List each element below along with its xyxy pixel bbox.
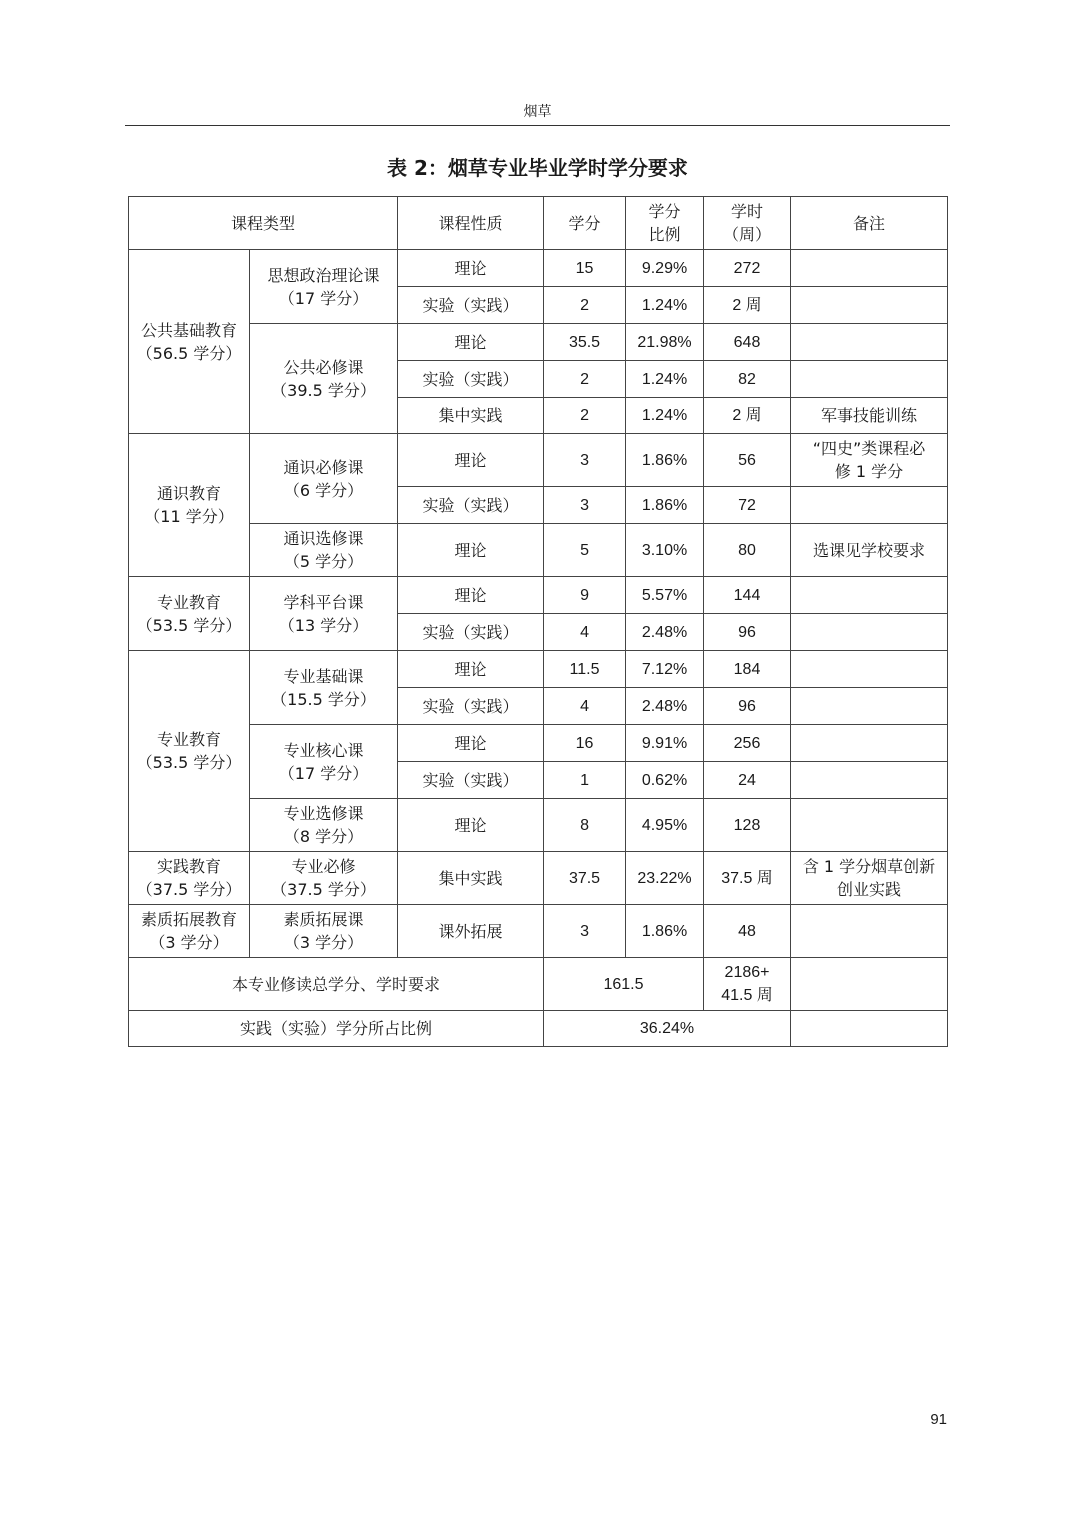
remark [791,762,948,799]
remark [791,287,948,324]
hours-value: 24 [704,762,791,799]
credits-value: 11.5 [544,651,626,688]
ratio-value: 4.95% [626,799,704,852]
hours-value: 2 周 [704,398,791,434]
table-title: 表 2：烟草专业毕业学时学分要求 [387,156,688,180]
credits-value: 3 [544,905,626,958]
subgroup-quality-extension: 素质拓展课 （3 学分） [250,905,398,958]
remark [791,905,948,958]
ratio-value: 1.24% [626,361,704,398]
ratio-value: 1.86% [626,434,704,487]
group-professional-2: 专业教育 （53.5 学分） [129,651,250,852]
table-row [129,324,948,361]
total-row [129,958,948,1011]
course-nature: 实验（实践） [398,614,544,651]
ratio-value: 23.22% [626,852,704,905]
credits-value: 3 [544,487,626,524]
table-row [129,725,948,762]
course-nature: 理论 [398,799,544,852]
credits-value: 3 [544,434,626,487]
remark [791,361,948,398]
table-row [129,250,948,287]
remark [791,577,948,614]
course-nature: 实验（实践） [398,361,544,398]
header-credit-ratio: 学分 比例 [626,197,704,250]
credits-value: 2 [544,361,626,398]
hours-value: 96 [704,688,791,725]
subgroup-professional-elective: 专业选修课 （8 学分） [250,799,398,852]
credits-value: 9 [544,577,626,614]
hours-value: 96 [704,614,791,651]
table-row [129,799,948,852]
course-nature: 理论 [398,725,544,762]
hours-value: 256 [704,725,791,762]
practice-ratio-label: 实践（实验）学分所占比例 [129,1011,544,1047]
ratio-value: 2.48% [626,688,704,725]
page-number: 91 [930,1411,947,1428]
credits-value: 4 [544,614,626,651]
course-nature: 实验（实践） [398,487,544,524]
group-general-education: 通识教育 （11 学分） [129,434,250,577]
credits-value: 4 [544,688,626,725]
practice-ratio-value: 36.24% [544,1011,791,1047]
ratio-value: 21.98% [626,324,704,361]
course-nature: 理论 [398,434,544,487]
running-header: 烟草 [523,104,552,120]
table-row [129,905,948,958]
course-nature: 理论 [398,577,544,614]
course-nature: 集中实践 [398,398,544,434]
ratio-value: 9.91% [626,725,704,762]
subgroup-public-required: 公共必修课 （39.5 学分） [250,324,398,434]
credits-value: 16 [544,725,626,762]
remark: 军事技能训练 [791,398,948,434]
subgroup-general-elective: 通识选修课 （5 学分） [250,524,398,577]
header-credits: 学分 [544,197,626,250]
remark [791,688,948,725]
hours-value: 648 [704,324,791,361]
hours-value: 272 [704,250,791,287]
remark: 选课见学校要求 [791,524,948,577]
total-remark [791,958,948,1011]
practice-ratio-remark [791,1011,948,1047]
credits-value: 8 [544,799,626,852]
header-rule [125,125,950,126]
group-practice-education: 实践教育 （37.5 学分） [129,852,250,905]
credits-value: 2 [544,398,626,434]
hours-value: 37.5 周 [704,852,791,905]
course-nature: 集中实践 [398,852,544,905]
total-credits: 161.5 [544,958,704,1011]
ratio-value: 5.57% [626,577,704,614]
header-course-type: 课程类型 [129,197,398,250]
subgroup-discipline-platform: 学科平台课 （13 学分） [250,577,398,651]
hours-value: 144 [704,577,791,614]
header-remarks: 备注 [791,197,948,250]
subgroup-professional-basic: 专业基础课 （15.5 学分） [250,651,398,725]
hours-value: 48 [704,905,791,958]
hours-value: 56 [704,434,791,487]
header-hours: 学时 （周） [704,197,791,250]
remark: “四史”类课程必 修 1 学分 [791,434,948,487]
hours-value: 72 [704,487,791,524]
course-nature: 实验（实践） [398,688,544,725]
group-professional-1: 专业教育 （53.5 学分） [129,577,250,651]
remark [791,487,948,524]
credits-value: 1 [544,762,626,799]
table-row [129,434,948,487]
group-public-basic: 公共基础教育 （56.5 学分） [129,250,250,434]
remark [791,250,948,287]
header-row [129,197,948,250]
ratio-value: 7.12% [626,651,704,688]
remark [791,614,948,651]
ratio-value: 1.24% [626,398,704,434]
course-nature: 实验（实践） [398,287,544,324]
total-hours: 2186+ 41.5 周 [704,958,791,1011]
credits-value: 37.5 [544,852,626,905]
hours-value: 2 周 [704,287,791,324]
table-row [129,852,948,905]
course-nature: 理论 [398,524,544,577]
remark [791,651,948,688]
ratio-value: 0.62% [626,762,704,799]
hours-value: 128 [704,799,791,852]
remark [791,799,948,852]
remark: 含 1 学分烟草创新 创业实践 [791,852,948,905]
credits-value: 15 [544,250,626,287]
credits-value: 2 [544,287,626,324]
course-nature: 课外拓展 [398,905,544,958]
ratio-value: 2.48% [626,614,704,651]
subgroup-general-required: 通识必修课 （6 学分） [250,434,398,524]
credits-value: 35.5 [544,324,626,361]
ratio-value: 3.10% [626,524,704,577]
total-label: 本专业修读总学分、学时要求 [129,958,544,1011]
ratio-value: 9.29% [626,250,704,287]
ratio-value: 1.86% [626,487,704,524]
table-row [129,577,948,614]
subgroup-professional-core: 专业核心课 （17 学分） [250,725,398,799]
header-course-nature: 课程性质 [398,197,544,250]
subgroup-ideological: 思想政治理论课 （17 学分） [250,250,398,324]
remark [791,324,948,361]
group-quality-extension: 素质拓展教育 （3 学分） [129,905,250,958]
hours-value: 82 [704,361,791,398]
subgroup-professional-compulsory: 专业必修 （37.5 学分） [250,852,398,905]
remark [791,725,948,762]
credits-table [128,196,948,1047]
course-nature: 理论 [398,651,544,688]
hours-value: 80 [704,524,791,577]
course-nature: 理论 [398,324,544,361]
table-row [129,524,948,577]
hours-value: 184 [704,651,791,688]
ratio-value: 1.86% [626,905,704,958]
ratio-value: 1.24% [626,287,704,324]
course-nature: 实验（实践） [398,762,544,799]
table-row [129,651,948,688]
course-nature: 理论 [398,250,544,287]
credits-value: 5 [544,524,626,577]
practice-ratio-row [129,1011,948,1047]
